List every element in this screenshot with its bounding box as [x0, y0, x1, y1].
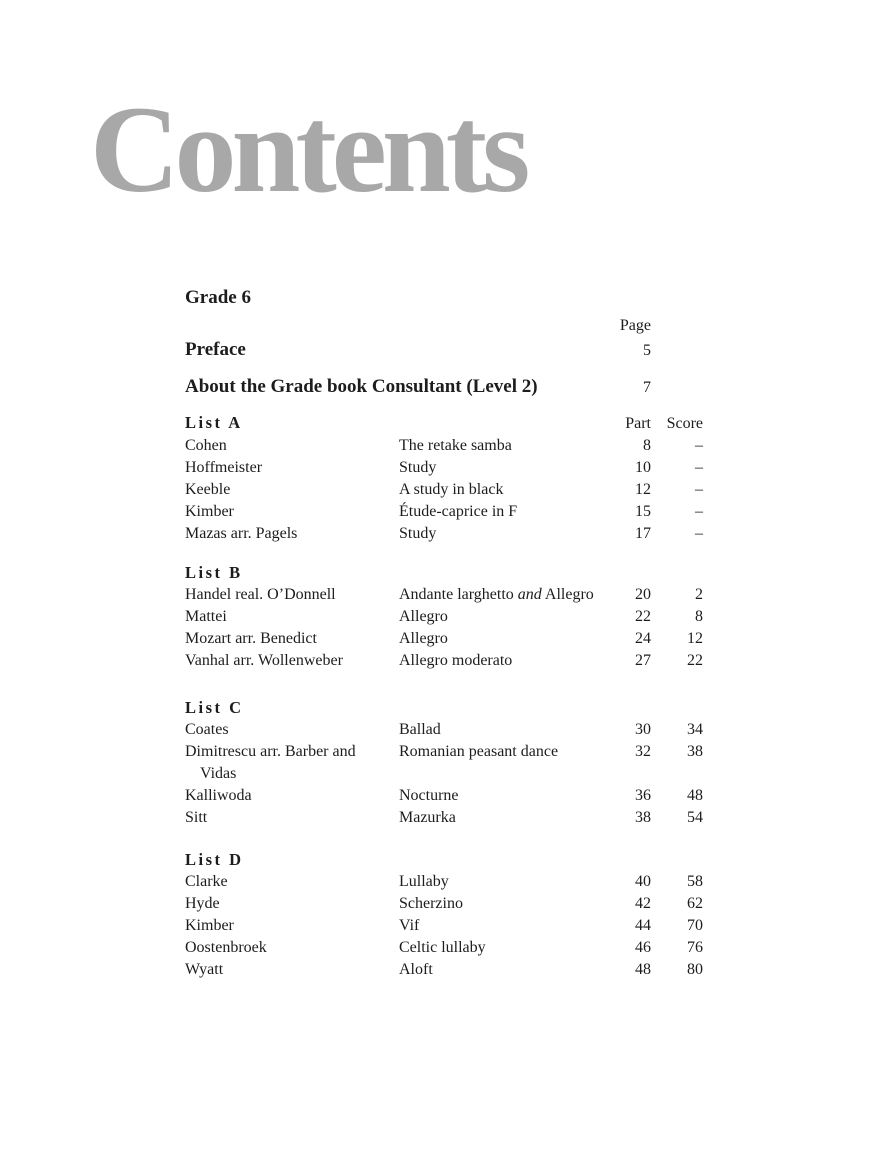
- part-page-cell: 8: [643, 437, 651, 454]
- composer-cell: Handel real. O’Donnell: [185, 586, 336, 603]
- toc-row: [185, 741, 703, 785]
- section-header-row: [185, 562, 703, 584]
- toc-row: [185, 719, 703, 741]
- piece-title-segment: Allegro: [541, 586, 594, 603]
- composer-cell: Dimitrescu arr. Barber and Vidas: [185, 743, 356, 782]
- score-column-label: Score: [666, 415, 703, 432]
- front-matter-label: About the Grade book Consultant (Level 2): [185, 376, 538, 397]
- score-page-cell: 80: [687, 961, 703, 978]
- composer-cell: Clarke: [185, 873, 228, 890]
- toc-row: [185, 959, 703, 981]
- piece-title-segment: Andante larghetto: [399, 586, 518, 603]
- piece-title-cell: [399, 719, 599, 741]
- part-page-cell: 20: [635, 586, 651, 603]
- piece-title-segment: Allegro: [399, 608, 448, 625]
- composer-cell: Vanhal arr. Wollenweber: [185, 652, 343, 669]
- piece-title-segment: Scherzino: [399, 895, 463, 912]
- composer-cell: Mattei: [185, 608, 227, 625]
- piece-title-cell: [399, 959, 599, 981]
- piece-title-cell: [399, 937, 599, 959]
- section-title: List D: [185, 850, 244, 869]
- score-page-cell: 48: [687, 787, 703, 804]
- section-list-c: [185, 697, 703, 829]
- toc-row: [185, 606, 703, 628]
- part-page-cell: 22: [635, 608, 651, 625]
- front-matter-page-number: 7: [643, 379, 651, 396]
- piece-title-segment: Étude-caprice in F: [399, 503, 518, 520]
- part-page-cell: 46: [635, 939, 651, 956]
- piece-title-cell: [399, 479, 599, 501]
- score-page-cell: –: [695, 525, 703, 542]
- toc-row-about: [185, 375, 703, 399]
- composer-cell: Wyatt: [185, 961, 224, 978]
- score-page-cell: –: [695, 459, 703, 476]
- toc-row: [185, 584, 703, 606]
- part-page-cell: 30: [635, 721, 651, 738]
- piece-title-segment: Study: [399, 459, 437, 476]
- piece-title-segment: Celtic lullaby: [399, 939, 486, 956]
- piece-title-cell: [399, 871, 599, 893]
- section-title: List A: [185, 413, 243, 432]
- piece-title-cell: [399, 457, 599, 479]
- composer-cell: Hyde: [185, 895, 220, 912]
- section-title: List B: [185, 563, 243, 582]
- toc-row: [185, 785, 703, 807]
- toc-row: [185, 871, 703, 893]
- score-page-cell: 54: [687, 809, 703, 826]
- toc-row: [185, 807, 703, 829]
- composer-cell: Cohen: [185, 437, 227, 454]
- part-page-cell: 38: [635, 809, 651, 826]
- score-page-cell: 12: [687, 630, 703, 647]
- toc-row: [185, 893, 703, 915]
- part-page-cell: 27: [635, 652, 651, 669]
- piece-title-segment: Study: [399, 525, 437, 542]
- part-column-label: Part: [625, 415, 651, 432]
- piece-title-cell: [399, 785, 599, 807]
- piece-title-cell: [399, 915, 599, 937]
- toc-row: [185, 937, 703, 959]
- score-page-cell: 8: [695, 608, 703, 625]
- part-page-cell: 15: [635, 503, 651, 520]
- section-header-row: [185, 697, 703, 719]
- piece-title-cell: [399, 584, 599, 606]
- piece-title-segment: A study in black: [399, 481, 504, 498]
- score-page-cell: –: [695, 437, 703, 454]
- piece-title-segment: The retake samba: [399, 437, 512, 454]
- piece-title-segment: Aloft: [399, 961, 433, 978]
- toc-row-preface: [185, 338, 703, 362]
- toc-row: [185, 628, 703, 650]
- part-page-cell: 40: [635, 873, 651, 890]
- composer-cell: Coates: [185, 721, 229, 738]
- composer-cell: Kalliwoda: [185, 787, 252, 804]
- piece-title-cell: [399, 435, 599, 457]
- score-page-cell: –: [695, 481, 703, 498]
- part-page-cell: 36: [635, 787, 651, 804]
- page-column-label: Page: [619, 317, 651, 334]
- piece-title-segment: Vif: [399, 917, 420, 934]
- piece-title-cell: [399, 893, 599, 915]
- toc-row: [185, 650, 703, 672]
- front-matter-page-number: 5: [643, 342, 651, 359]
- section-list-d: [185, 849, 703, 981]
- piece-title-segment: Allegro: [399, 630, 448, 647]
- section-title: List C: [185, 698, 244, 717]
- score-page-cell: 70: [687, 917, 703, 934]
- score-page-cell: 34: [687, 721, 703, 738]
- front-matter-label: Preface: [185, 339, 246, 360]
- score-page-cell: –: [695, 503, 703, 520]
- composer-cell: Sitt: [185, 809, 208, 826]
- section-header-row: [185, 412, 703, 435]
- piece-title-segment: Romanian peasant dance: [399, 743, 559, 760]
- toc-row: [185, 501, 703, 523]
- part-page-cell: 48: [635, 961, 651, 978]
- composer-cell: Mazas arr. Pagels: [185, 525, 298, 542]
- composer-cell: Kimber: [185, 917, 234, 934]
- piece-title-cell: [399, 628, 599, 650]
- composer-cell: Kimber: [185, 503, 234, 520]
- piece-title-cell: [399, 501, 599, 523]
- part-page-cell: 17: [635, 525, 651, 542]
- piece-title-cell: [399, 741, 599, 763]
- piece-title-segment: Mazurka: [399, 809, 456, 826]
- part-page-cell: 12: [635, 481, 651, 498]
- piece-title-segment: Nocturne: [399, 787, 459, 804]
- part-page-cell: 24: [635, 630, 651, 647]
- score-page-cell: 76: [687, 939, 703, 956]
- score-page-cell: 58: [687, 873, 703, 890]
- composer-cell: Oostenbroek: [185, 939, 267, 956]
- page-title: Contents: [90, 81, 526, 218]
- composer-cell: Keeble: [185, 481, 231, 498]
- score-page-cell: 2: [695, 586, 703, 603]
- section-list-b: [185, 562, 703, 672]
- part-page-cell: 10: [635, 459, 651, 476]
- section-list-a: [185, 412, 703, 545]
- part-page-cell: 44: [635, 917, 651, 934]
- piece-title-segment: Ballad: [399, 721, 441, 738]
- piece-title-cell: [399, 807, 599, 829]
- composer-cell: Hoffmeister: [185, 459, 263, 476]
- toc-row: [185, 457, 703, 479]
- piece-title-italic-segment: and: [517, 586, 542, 603]
- part-page-cell: 42: [635, 895, 651, 912]
- piece-title-segment: Lullaby: [399, 873, 449, 890]
- composer-cell: Mozart arr. Benedict: [185, 630, 317, 647]
- piece-title-segment: Allegro moderato: [399, 652, 513, 669]
- piece-title-cell: [399, 650, 599, 672]
- toc-row: [185, 479, 703, 501]
- grade-heading: Grade 6: [185, 287, 251, 308]
- part-page-cell: 32: [635, 743, 651, 760]
- toc-row: [185, 915, 703, 937]
- score-page-cell: 22: [687, 652, 703, 669]
- piece-title-cell: [399, 523, 599, 545]
- toc-row: [185, 435, 703, 457]
- toc-row: [185, 523, 703, 545]
- score-page-cell: 38: [687, 743, 703, 760]
- section-header-row: [185, 849, 703, 871]
- piece-title-cell: [399, 606, 599, 628]
- score-page-cell: 62: [687, 895, 703, 912]
